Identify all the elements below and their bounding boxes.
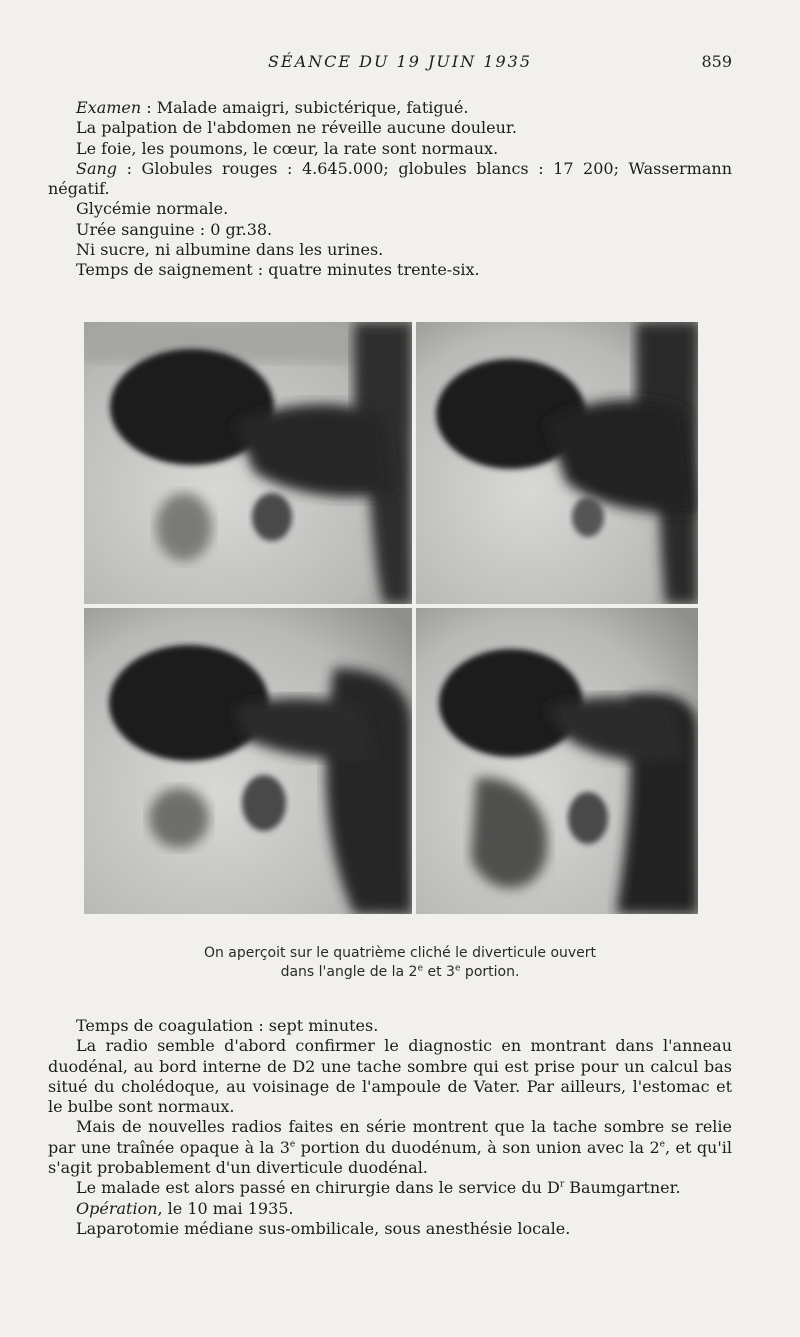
radiograph-panel-2 <box>416 322 698 604</box>
surgery-text-b: Baumgartner. <box>564 1178 681 1198</box>
surgery-sup: r <box>559 1180 565 1191</box>
saignement-line: Temps de saignement : quatre minutes trente-six. <box>76 260 480 280</box>
laparotomie-paragraph: Laparotomie médiane sus-ombilicale, sous anesthésie locale. <box>76 1218 571 1238</box>
surgery-text-a: Le malade est alors passé en chirurgie dans le service du D <box>76 1178 560 1198</box>
caption-sup-2: e <box>454 963 461 974</box>
sang-line <box>48 159 732 200</box>
clinical-exam-block <box>48 98 732 281</box>
examen-line <box>48 98 732 118</box>
body-text-block <box>48 1016 732 1239</box>
series-sup-2: e <box>659 1139 665 1150</box>
caption-line-1: On aperçoit sur le quatrième cliché le diverticule ouvert <box>203 945 597 961</box>
operation-paragraph <box>48 1199 732 1219</box>
series-text-c: , et qu'il s'agit probablement d'un diverticule duodénal. <box>48 1137 732 1178</box>
surgery-paragraph <box>48 1178 732 1198</box>
series-sup-1: e <box>289 1139 296 1150</box>
caption-text-c: portion. <box>460 964 520 980</box>
caption-text-a: dans l'angle de la 2 <box>280 964 418 980</box>
uree-line: Urée sanguine : 0 gr.38. <box>76 219 273 239</box>
running-header <box>0 52 800 76</box>
examen-text: : Malade amaigri, subictérique, fatigué. <box>141 98 469 117</box>
radiograph-panel-3 <box>84 608 412 914</box>
foie-line: Le foie, les poumons, le cœur, la rate sont normaux. <box>76 138 499 158</box>
coagulation-paragraph: Temps de coagulation : sept minutes. <box>76 1016 379 1035</box>
series-text-b: portion du duodénum, à son union avec la 2 <box>295 1137 660 1157</box>
examen-label: Examen <box>76 98 142 117</box>
radiograph-figure <box>84 322 698 914</box>
caption-text-b: et 3 <box>423 964 455 980</box>
sucre-line: Ni sucre, ni albumine dans les urines. <box>76 240 384 260</box>
operation-label: Opération <box>76 1198 158 1218</box>
running-title: SÉANCE DU 19 JUIN 1935 <box>267 52 533 71</box>
sang-text: : Globules rouges : 4.645.000; globules blancs : 17 200; Wassermann négatif. <box>48 158 732 199</box>
radiograph-panel-4 <box>416 608 698 914</box>
glycemie-line: Glycémie normale. <box>76 199 229 219</box>
sang-label: Sang <box>76 158 118 178</box>
radiograph-panel-1 <box>84 322 412 604</box>
caption-line-2 <box>130 963 670 982</box>
series-paragraph <box>48 1117 732 1178</box>
series-text-a: Mais de nouvelles radios faites en série montrent que la tache sombre se relie par une traînée opaque à la 3 <box>48 1117 732 1157</box>
page-number: 859 <box>701 52 732 71</box>
caption-sup-1: e <box>417 963 424 974</box>
radio-paragraph: La radio semble d'abord confirmer le diagnostic en montrant dans l'anneau duodénal, au bord interne de D2 une tache sombre qui est prise pour un calcul bas situé du cholédoque, au voisinage de l'ampoule de Vater. Par ailleurs, l'estomac et le bulbe sont normaux. <box>48 1036 732 1117</box>
figure-caption <box>130 944 670 982</box>
palpation-line: La palpation de l'abdomen ne réveille aucune douleur. <box>76 118 517 138</box>
operation-text: , le 10 mai 1935. <box>157 1198 294 1218</box>
